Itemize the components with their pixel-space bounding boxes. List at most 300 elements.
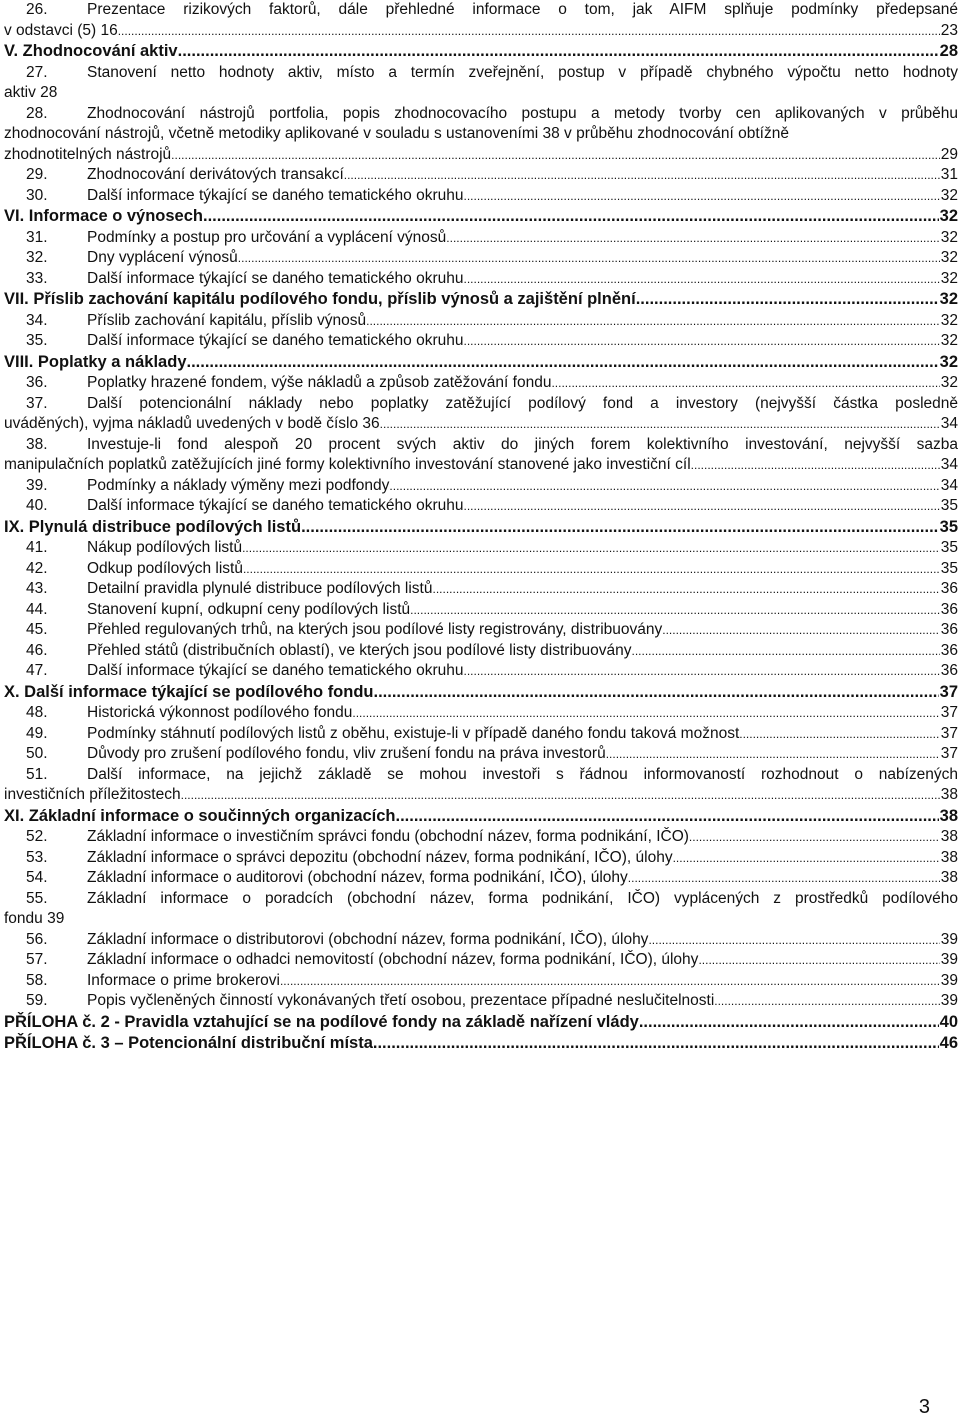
toc-item-title[interactable]: Popis vyčleněných činností vykonávaných třetí osobou, prezentace případné neslučitelnosti — [87, 992, 715, 1009]
toc-row — [4, 971, 958, 992]
toc-leader-dots — [187, 352, 939, 374]
toc-row — [4, 476, 958, 497]
toc-leader-dots — [464, 186, 940, 207]
toc-text — [87, 104, 958, 125]
toc-text — [87, 744, 958, 765]
toc-item-entry[interactable] — [4, 538, 958, 559]
toc-page-number: 32 — [940, 269, 958, 287]
toc-row — [4, 661, 958, 682]
toc-item-number: 58. — [26, 971, 48, 989]
toc-item-entry[interactable] — [4, 269, 958, 290]
toc-item-entry[interactable] — [4, 600, 958, 621]
toc-row — [4, 165, 958, 186]
toc-item-title-end[interactable]: zhodnotitelných nástrojů — [4, 145, 172, 163]
toc-item-title-last-line — [4, 785, 958, 806]
toc-item-number: 36. — [26, 374, 48, 391]
toc-item-title-last-line — [4, 83, 958, 104]
toc-page-number: 32 — [940, 332, 958, 349]
toc-item-entry[interactable] — [4, 724, 958, 745]
toc-row — [4, 0, 958, 21]
toc-leader-dots — [739, 724, 940, 745]
toc-row — [4, 352, 958, 374]
toc-page-number: 39 — [940, 971, 958, 989]
toc-leader-dots — [662, 620, 940, 641]
toc-item-entry[interactable] — [4, 661, 958, 682]
toc-leader-dots — [301, 517, 939, 539]
toc-item-title[interactable]: Další informace týkající se daného tematického okruhu — [87, 186, 464, 204]
toc-item-title[interactable]: Informace o prime brokerovi — [87, 971, 280, 989]
toc-item-entry[interactable] — [4, 971, 958, 992]
toc-section-entry[interactable] — [4, 806, 958, 828]
toc-text — [4, 206, 958, 228]
toc-row — [4, 311, 958, 332]
toc-item-title-last-line — [4, 21, 958, 42]
toc-leader-dots — [648, 930, 939, 951]
toc-item-entry[interactable] — [4, 476, 958, 497]
toc-row — [4, 620, 958, 641]
toc-item-title-last-line — [4, 909, 958, 930]
toc-page-number: 32 — [939, 207, 958, 225]
toc-row — [4, 806, 958, 828]
toc-text — [87, 868, 958, 889]
toc-leader-dots — [606, 744, 940, 765]
toc-item-number: 55. — [26, 889, 48, 907]
toc-text — [87, 765, 958, 786]
toc-text — [87, 889, 958, 910]
toc-text — [87, 496, 958, 517]
toc-section-title[interactable]: XI. Základní informace o součinných organizacích — [4, 806, 396, 825]
toc-section-title[interactable]: VIII. Poplatky a náklady — [4, 352, 187, 371]
toc-leader-dots — [389, 476, 939, 497]
toc-item-title-end[interactable]: aktiv 28 — [4, 84, 58, 101]
toc-page-number: 35 — [939, 517, 958, 536]
toc-item-entry[interactable] — [4, 991, 958, 1012]
toc-item-entry[interactable] — [4, 0, 958, 41]
toc-leader-dots — [396, 806, 939, 828]
toc-text — [87, 476, 958, 497]
toc-item-entry[interactable] — [4, 394, 958, 435]
toc-text — [87, 991, 958, 1012]
toc-item-title-line[interactable]: Základní informace o poradcích (obchodní název, forma podnikání, IČO) vyplácených z prostředků podílového — [87, 889, 958, 907]
toc-row — [4, 827, 958, 848]
toc-page-number: 35 — [940, 539, 958, 556]
toc-row — [4, 331, 958, 352]
toc-section-entry[interactable] — [4, 1012, 958, 1034]
toc-row — [4, 600, 958, 621]
toc-leader-dots — [171, 145, 940, 166]
toc-item-title[interactable]: Nákup podílových listů — [87, 539, 243, 556]
toc-item-number: 34. — [26, 311, 48, 329]
toc-page-number: 23 — [940, 21, 958, 39]
toc-page-number: 36 — [940, 662, 958, 679]
toc-page-number: 39 — [940, 930, 958, 948]
toc-row — [4, 1012, 958, 1034]
toc-item-title-last-line — [4, 414, 958, 435]
toc-item-title[interactable]: Další informace týkající se daného tematického okruhu — [87, 497, 464, 514]
toc-section-entry[interactable] — [4, 1033, 958, 1055]
toc-item-number: 33. — [26, 269, 48, 287]
page-number: 3 — [918, 1396, 930, 1418]
toc-item-title[interactable]: Základní informace o distributorovi (obchodní název, forma podnikání, IČO), úlohy — [87, 930, 649, 948]
toc-item-entry[interactable] — [4, 559, 958, 580]
toc-leader-dots — [698, 950, 939, 971]
toc-page-number: 31 — [940, 166, 958, 183]
toc-leader-dots — [373, 1033, 939, 1055]
toc-leader-dots — [551, 373, 939, 394]
toc-row — [4, 682, 958, 704]
toc-item-number: 37. — [26, 394, 48, 412]
toc-item-number: 54. — [26, 869, 48, 886]
toc-row — [4, 724, 958, 745]
toc-item-title[interactable]: Další informace týkající se daného tematického okruhu — [87, 662, 464, 679]
toc-section-entry[interactable] — [4, 352, 958, 374]
toc-leader-dots — [242, 538, 940, 559]
toc-page-number: 38 — [940, 869, 958, 886]
toc-item-title-end[interactable]: uváděných), vyjma nákladů uvedených v bodě číslo 36 — [4, 415, 380, 432]
toc-item-number: 27. — [26, 63, 48, 81]
toc-row — [4, 559, 958, 580]
toc-item-title[interactable]: Odkup podílových listů — [87, 559, 243, 577]
toc-item-number: 43. — [26, 580, 48, 597]
toc-item-entry[interactable] — [4, 620, 958, 641]
toc-leader-dots — [433, 579, 940, 600]
toc-leader-dots — [243, 559, 940, 580]
toc-item-number: 29. — [26, 166, 48, 183]
toc-page-number: 37 — [940, 724, 958, 742]
toc-item-number: 39. — [26, 476, 48, 494]
toc-leader-dots — [464, 661, 940, 682]
toc-row — [4, 930, 958, 951]
toc-text — [87, 930, 958, 951]
toc-row — [4, 269, 958, 290]
toc-item-title[interactable]: Základní informace o auditorovi (obchodní název, forma podnikání, IČO), úlohy — [87, 869, 628, 886]
toc-leader-dots — [446, 228, 939, 249]
toc-page-number: 29 — [940, 145, 958, 163]
toc-item-number: 40. — [26, 497, 48, 514]
toc-item-entry[interactable] — [4, 950, 958, 971]
toc-page-number: 34 — [940, 476, 958, 494]
toc-item-number: 38. — [26, 435, 48, 453]
toc-item-title[interactable]: Základní informace o odhadci nemovitostí (obchodní název, forma podnikání, IČO), úlohy — [87, 951, 699, 968]
toc-item-entry[interactable] — [4, 868, 958, 889]
toc-text — [87, 373, 958, 394]
toc-page-number: 32 — [940, 374, 958, 391]
toc-row — [4, 950, 958, 971]
toc-page-number: 34 — [940, 415, 958, 432]
toc-item-number: 46. — [26, 641, 48, 659]
toc-text — [4, 352, 958, 374]
toc-item-number: 48. — [26, 704, 48, 721]
toc-item-title-last-line — [4, 455, 958, 476]
toc-item-title[interactable]: Detailní pravidla plynulé distribuce podílových listů — [87, 580, 433, 597]
toc-item-entry[interactable] — [4, 104, 958, 166]
toc-page-number: 38 — [940, 848, 958, 866]
table-of-contents — [4, 0, 958, 1055]
toc-leader-dots — [639, 1012, 939, 1034]
toc-item-entry[interactable] — [4, 848, 958, 869]
toc-item-title-line[interactable]: Další potencionální náklady nebo poplatky zatěžující podílový fond a investory (nejvyšší částka posledně — [87, 394, 958, 412]
toc-item-number: 59. — [26, 992, 48, 1009]
toc-row — [4, 517, 958, 539]
toc-item-number: 28. — [26, 104, 48, 122]
toc-section-title[interactable]: IX. Plynulá distribuce podílových listů — [4, 517, 302, 536]
toc-leader-dots — [691, 455, 940, 476]
toc-page-number: 46 — [939, 1034, 958, 1052]
toc-row — [4, 848, 958, 869]
toc-text — [87, 269, 958, 290]
toc-item-title-line[interactable]: Prezentace rizikových faktorů, dále přehledné informace o tom, jak AIFM splňuje podmínky předepsané — [87, 1, 958, 18]
toc-item-entry[interactable] — [4, 579, 958, 600]
toc-item-title-line[interactable]: Investuje-li fond alespoň 20 procent svých aktiv do jiných forem kolektivního investování, nejvyšší sazba — [87, 435, 958, 453]
toc-item-number: 35. — [26, 332, 48, 349]
toc-item-title[interactable]: Zhodnocování derivátových transakcí — [87, 166, 344, 183]
toc-row — [4, 703, 958, 724]
toc-page-number: 36 — [940, 580, 958, 597]
toc-section-entry[interactable] — [4, 41, 958, 63]
toc-row — [4, 63, 958, 84]
toc-text — [4, 806, 958, 828]
toc-item-entry[interactable] — [4, 165, 958, 186]
toc-item-number: 45. — [26, 621, 48, 638]
toc-item-number: 50. — [26, 745, 48, 762]
toc-row — [4, 394, 958, 415]
toc-item-title[interactable]: Stanovení kupní, odkupní ceny podílových listů — [87, 600, 411, 618]
toc-page-number: 36 — [940, 621, 958, 638]
toc-page-number: 32 — [939, 352, 958, 371]
toc-row — [4, 641, 958, 662]
toc-item-title[interactable]: Přehled regulovaných trhů, na kterých jsou podílové listy registrovány, distribuovány — [87, 621, 663, 638]
toc-item-entry[interactable] — [4, 827, 958, 848]
toc-leader-dots — [464, 331, 940, 352]
toc-leader-dots — [380, 414, 940, 435]
toc-text — [87, 848, 958, 869]
toc-item-number: 41. — [26, 539, 48, 556]
toc-item-number: 42. — [26, 559, 48, 577]
toc-item-number: 57. — [26, 951, 48, 968]
toc-text — [87, 950, 958, 971]
toc-row — [4, 206, 958, 228]
toc-row — [4, 289, 958, 311]
toc-item-title-end[interactable]: investičních příležitostech — [4, 786, 181, 803]
toc-page-number: 34 — [940, 456, 958, 473]
toc-text — [87, 331, 958, 352]
toc-leader-dots — [178, 41, 939, 63]
toc-text — [87, 0, 958, 21]
toc-item-entry[interactable] — [4, 496, 958, 517]
toc-leader-dots — [203, 206, 939, 228]
toc-item-title[interactable]: Poplatky hrazené fondem, výše nákladů a způsob zatěžování fondu — [87, 374, 552, 391]
toc-row — [4, 991, 958, 1012]
toc-text — [4, 1012, 958, 1034]
toc-item-entry[interactable] — [4, 889, 958, 930]
toc-item-title[interactable]: Důvody pro zrušení podílového fondu, vliv zrušení fondu na práva investorů — [87, 745, 606, 762]
toc-page-number: 28 — [939, 42, 958, 60]
toc-row — [4, 104, 958, 125]
toc-page-number: 38 — [940, 828, 958, 845]
toc-row — [4, 765, 958, 786]
toc-item-number: 52. — [26, 828, 48, 845]
toc-item-title-end[interactable]: v odstavci (5) 16 — [4, 21, 118, 39]
toc-text — [4, 1033, 958, 1055]
toc-text — [87, 641, 958, 662]
toc-item-number: 44. — [26, 600, 48, 618]
toc-leader-dots — [181, 785, 940, 806]
toc-text — [87, 248, 958, 269]
toc-row — [4, 868, 958, 889]
toc-leader-dots — [374, 682, 939, 704]
toc-text — [4, 682, 958, 704]
toc-section-title[interactable]: PŘÍLOHA č. 3 – Potencionální distribuční místa — [4, 1034, 373, 1052]
toc-row — [4, 435, 958, 456]
toc-item-number: 47. — [26, 662, 48, 679]
toc-page-number: 39 — [940, 951, 958, 968]
toc-row — [4, 373, 958, 394]
toc-item-number: 30. — [26, 186, 48, 204]
toc-item-title[interactable]: Podmínky a náklady výměny mezi podfondy — [87, 476, 390, 494]
toc-leader-dots — [631, 641, 939, 662]
toc-row — [4, 889, 958, 910]
toc-leader-dots — [464, 496, 940, 517]
toc-text — [87, 435, 958, 456]
toc-item-number: 32. — [26, 249, 48, 266]
toc-text — [87, 559, 958, 580]
toc-page-number: 35 — [940, 497, 958, 514]
toc-section-title[interactable]: V. Zhodnocování aktiv — [4, 42, 178, 60]
toc-section-title[interactable]: VI. Informace o výnosech — [4, 207, 203, 225]
toc-section-entry[interactable] — [4, 206, 958, 228]
toc-page-number: 36 — [940, 600, 958, 618]
toc-leader-dots — [118, 21, 940, 42]
toc-section-entry[interactable] — [4, 682, 958, 704]
toc-page-number: 40 — [939, 1012, 958, 1031]
toc-item-entry[interactable] — [4, 930, 958, 951]
toc-item-entry[interactable] — [4, 248, 958, 269]
toc-text — [87, 311, 958, 332]
toc-page-number: 37 — [940, 745, 958, 762]
toc-page-number: 38 — [939, 806, 958, 825]
toc-text — [87, 394, 958, 415]
toc-item-title-last-line — [4, 145, 958, 166]
toc-item-title-line[interactable]: Další informace, na jejichž základě se mohou investoři s řádnou informovaností rozhodnout o nabízených — [87, 765, 958, 783]
toc-page-number: 32 — [940, 249, 958, 266]
toc-row — [4, 228, 958, 249]
toc-row — [4, 186, 958, 207]
toc-item-number: 49. — [26, 724, 48, 742]
toc-row — [4, 41, 958, 63]
toc-item-title[interactable]: Podmínky a postup pro určování a vyplácení výnosů — [87, 228, 447, 246]
toc-page-number: 32 — [940, 186, 958, 204]
toc-leader-dots — [344, 165, 940, 186]
toc-item-title-end[interactable]: fondu 39 — [4, 910, 65, 927]
toc-item-entry[interactable] — [4, 311, 958, 332]
toc-leader-dots — [714, 991, 939, 1012]
toc-item-entry[interactable] — [4, 63, 958, 104]
toc-text — [87, 971, 958, 992]
toc-item-entry[interactable] — [4, 331, 958, 352]
toc-leader-dots — [689, 827, 940, 848]
toc-item-title[interactable]: Další informace týkající se daného tematického okruhu — [87, 269, 464, 287]
toc-text — [87, 724, 958, 745]
toc-leader-dots — [636, 289, 939, 311]
toc-leader-dots — [280, 971, 940, 992]
toc-item-entry[interactable] — [4, 435, 958, 476]
toc-item-title[interactable]: Historická výkonnost podílového fondu — [87, 704, 353, 721]
toc-item-title-line[interactable]: Stanovení netto hodnoty aktiv, místo a termín zveřejnění, postup v případě chybného výpočtu netto hodnoty — [87, 63, 958, 81]
toc-page-number: 36 — [940, 641, 958, 659]
toc-item-entry[interactable] — [4, 703, 958, 724]
toc-item-entry[interactable] — [4, 744, 958, 765]
toc-page-number: 32 — [940, 311, 958, 329]
toc-page-number: 32 — [939, 290, 958, 308]
toc-item-number: 26. — [26, 1, 48, 18]
toc-item-number: 31. — [26, 228, 48, 246]
toc-row — [4, 496, 958, 517]
toc-page-number: 39 — [940, 992, 958, 1009]
toc-text — [87, 579, 958, 600]
toc-page-number: 32 — [940, 228, 958, 246]
toc-section-entry[interactable] — [4, 517, 958, 539]
toc-item-title[interactable]: Dny vyplácení výnosů — [87, 249, 238, 266]
toc-item-entry[interactable] — [4, 765, 958, 806]
toc-leader-dots — [238, 248, 940, 269]
toc-text — [87, 827, 958, 848]
toc-leader-dots — [366, 311, 940, 332]
toc-leader-dots — [464, 269, 940, 290]
toc-item-title[interactable]: Příslib zachování kapitálu, příslib výnosů — [87, 311, 367, 329]
toc-section-entry[interactable] — [4, 289, 958, 311]
toc-item-title[interactable]: Podmínky stáhnutí podílových listů z oběhu, existuje-li v případě daného fondu taková možnost — [87, 724, 740, 742]
toc-text — [4, 41, 958, 63]
toc-item-title[interactable]: Přehled států (distribučních oblastí), ve kterých jsou podílové listy distribuovány — [87, 641, 632, 659]
toc-text — [87, 165, 958, 186]
toc-item-title-line[interactable]: Zhodnocování nástrojů portfolia, popis zhodnocovacího postupu a metody tvorby cen aplikovaných v průběhu — [87, 104, 958, 122]
toc-page-number: 35 — [940, 559, 958, 577]
toc-text — [87, 703, 958, 724]
toc-item-entry[interactable] — [4, 186, 958, 207]
toc-leader-dots — [352, 703, 939, 724]
toc-item-title[interactable]: Další informace týkající se daného tematického okruhu — [87, 332, 464, 349]
toc-row — [4, 744, 958, 765]
toc-section-title[interactable]: X. Další informace týkající se podílového fondu — [4, 682, 374, 701]
toc-text — [87, 228, 958, 249]
toc-page-number: 37 — [940, 704, 958, 721]
toc-item-entry[interactable] — [4, 641, 958, 662]
toc-leader-dots — [628, 868, 940, 889]
toc-text — [87, 620, 958, 641]
toc-page-number: 38 — [940, 786, 958, 803]
toc-section-title[interactable]: VII. Příslib zachování kapitálu podílového fondu, příslib výnosů a zajištění plnění — [4, 290, 636, 308]
toc-row — [4, 538, 958, 559]
toc-text — [87, 63, 958, 84]
toc-leader-dots — [410, 600, 940, 621]
toc-item-title-line[interactable]: zhodnocování nástrojů, včetně metodiky aplikované v souladu s ustanoveními 38 v průběhu zhodnocování obtížně — [4, 125, 789, 142]
toc-item-number: 56. — [26, 930, 48, 948]
toc-item-title-end[interactable]: manipulačních poplatků zatěžujících jiné formy kolektivního investování stanovené jako investiční cíl — [4, 456, 691, 473]
toc-text — [87, 538, 958, 559]
toc-item-title[interactable]: Základní informace o investičním správci fondu (obchodní název, forma podnikání, IČO) — [87, 828, 689, 845]
toc-leader-dots — [673, 848, 940, 869]
toc-item-number: 51. — [26, 765, 48, 783]
toc-text — [4, 289, 958, 311]
toc-item-entry[interactable] — [4, 373, 958, 394]
toc-row — [4, 579, 958, 600]
toc-item-entry[interactable] — [4, 228, 958, 249]
toc-row — [4, 248, 958, 269]
toc-section-title[interactable]: PŘÍLOHA č. 2 - Pravidla vztahující se na podílové fondy na základě nařízení vlády — [4, 1012, 639, 1031]
toc-item-title[interactable]: Základní informace o správci depozitu (obchodní název, forma podnikání, IČO), úlohy — [87, 848, 673, 866]
toc-text — [87, 600, 958, 621]
toc-text — [87, 186, 958, 207]
